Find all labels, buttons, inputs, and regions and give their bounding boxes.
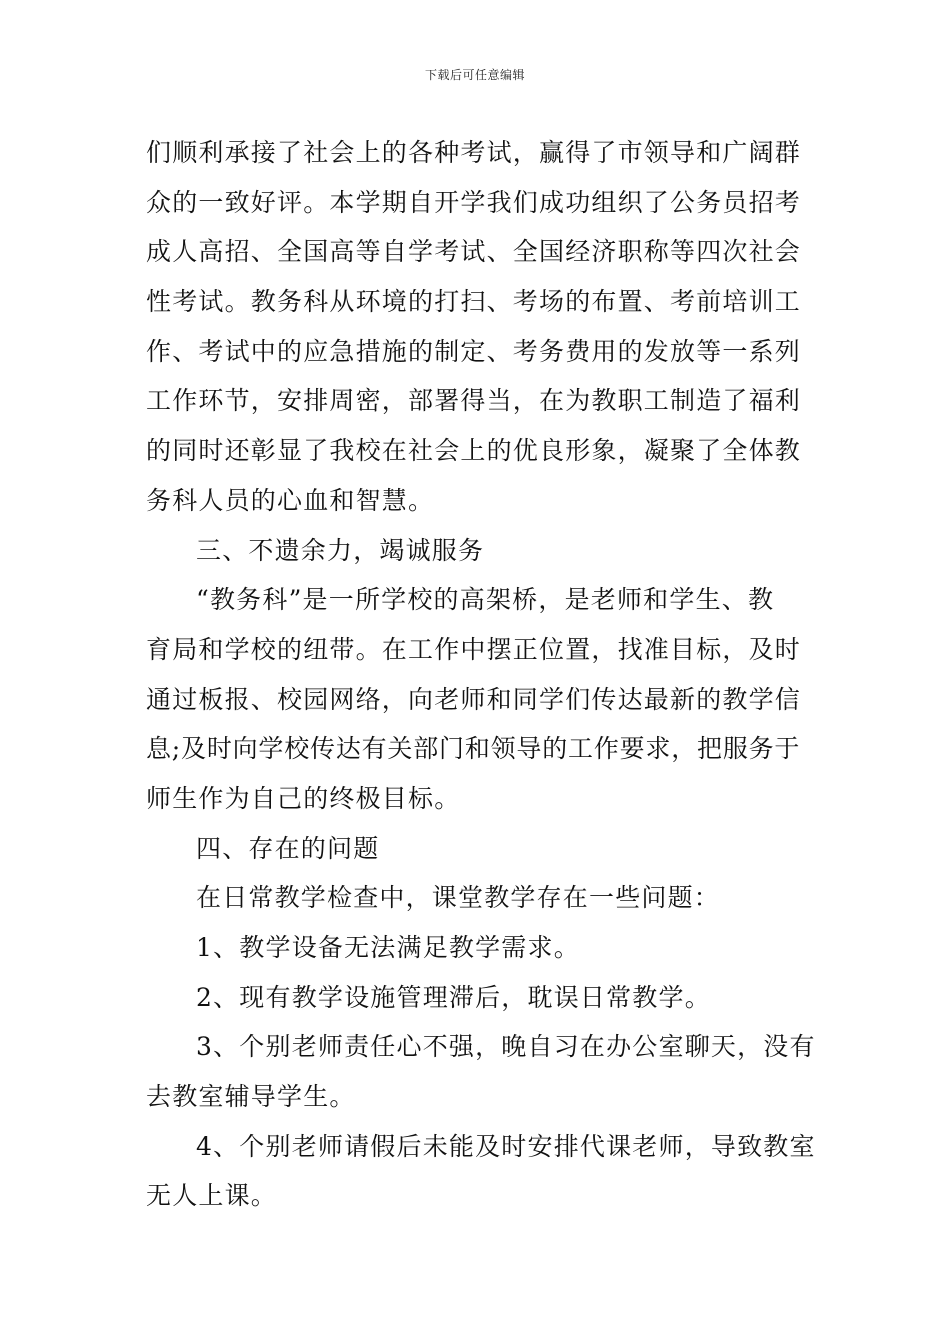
list-item: 4、个别老师请假后未能及时安排代课老师，导致教室: [196, 1131, 816, 1161]
header-note: 下载后可任意编辑: [424, 68, 525, 82]
text-line: 无人上课。: [146, 1181, 278, 1211]
text-line: 去教室辅导学生。: [146, 1082, 356, 1112]
text-line: 的同时还彰显了我校在社会上的优良形象，凝聚了全体教: [146, 436, 802, 466]
text-line: 师生作为自己的终极目标。: [146, 783, 461, 813]
text-line: “教务科”是一所学校的高架桥，是老师和学生、教: [196, 585, 775, 615]
document-body: [146, 128, 816, 1221]
text-line: 息;及时向学校传达有关部门和领导的工作要求，把服务于: [146, 734, 801, 764]
text-line: 工作环节，安排周密，部署得当，在为教职工制造了福利: [146, 386, 802, 416]
section-heading-4: 四、存在的问题: [196, 833, 380, 863]
text-line: 务科人员的心血和智慧。: [146, 485, 435, 515]
list-item: 2、现有教学设施管理滞后，耽误日常教学。: [196, 982, 711, 1012]
list-item: 3、个别老师责任心不强，晚自习在办公室聊天，没有: [196, 1032, 816, 1062]
text-line: 成人高招、全国高等自学考试、全国经济职称等四次社会: [146, 237, 802, 267]
text-line: 众的一致好评。本学期自开学我们成功组织了公务员招考: [146, 187, 802, 217]
text-line: 通过板报、校园网络，向老师和同学们传达最新的教学信: [146, 684, 802, 714]
text-line: 在日常教学检查中，课堂教学存在一些问题：: [196, 883, 721, 913]
list-item: 1、教学设备无法满足教学需求。: [196, 933, 580, 962]
text-line: 们顺利承接了社会上的各种考试，赢得了市领导和广阔群: [146, 138, 802, 167]
text-line: 性考试。教务科从环境的打扫、考场的布置、考前培训工: [146, 287, 802, 317]
text-line: 育局和学校的纽带。在工作中摆正位置，找准目标，及时: [146, 634, 802, 664]
section-heading-3: 三、不遗余力，竭诚服务: [196, 535, 485, 565]
text-line: 作、考试中的应急措施的制定、考务费用的发放等一系列: [146, 336, 802, 366]
